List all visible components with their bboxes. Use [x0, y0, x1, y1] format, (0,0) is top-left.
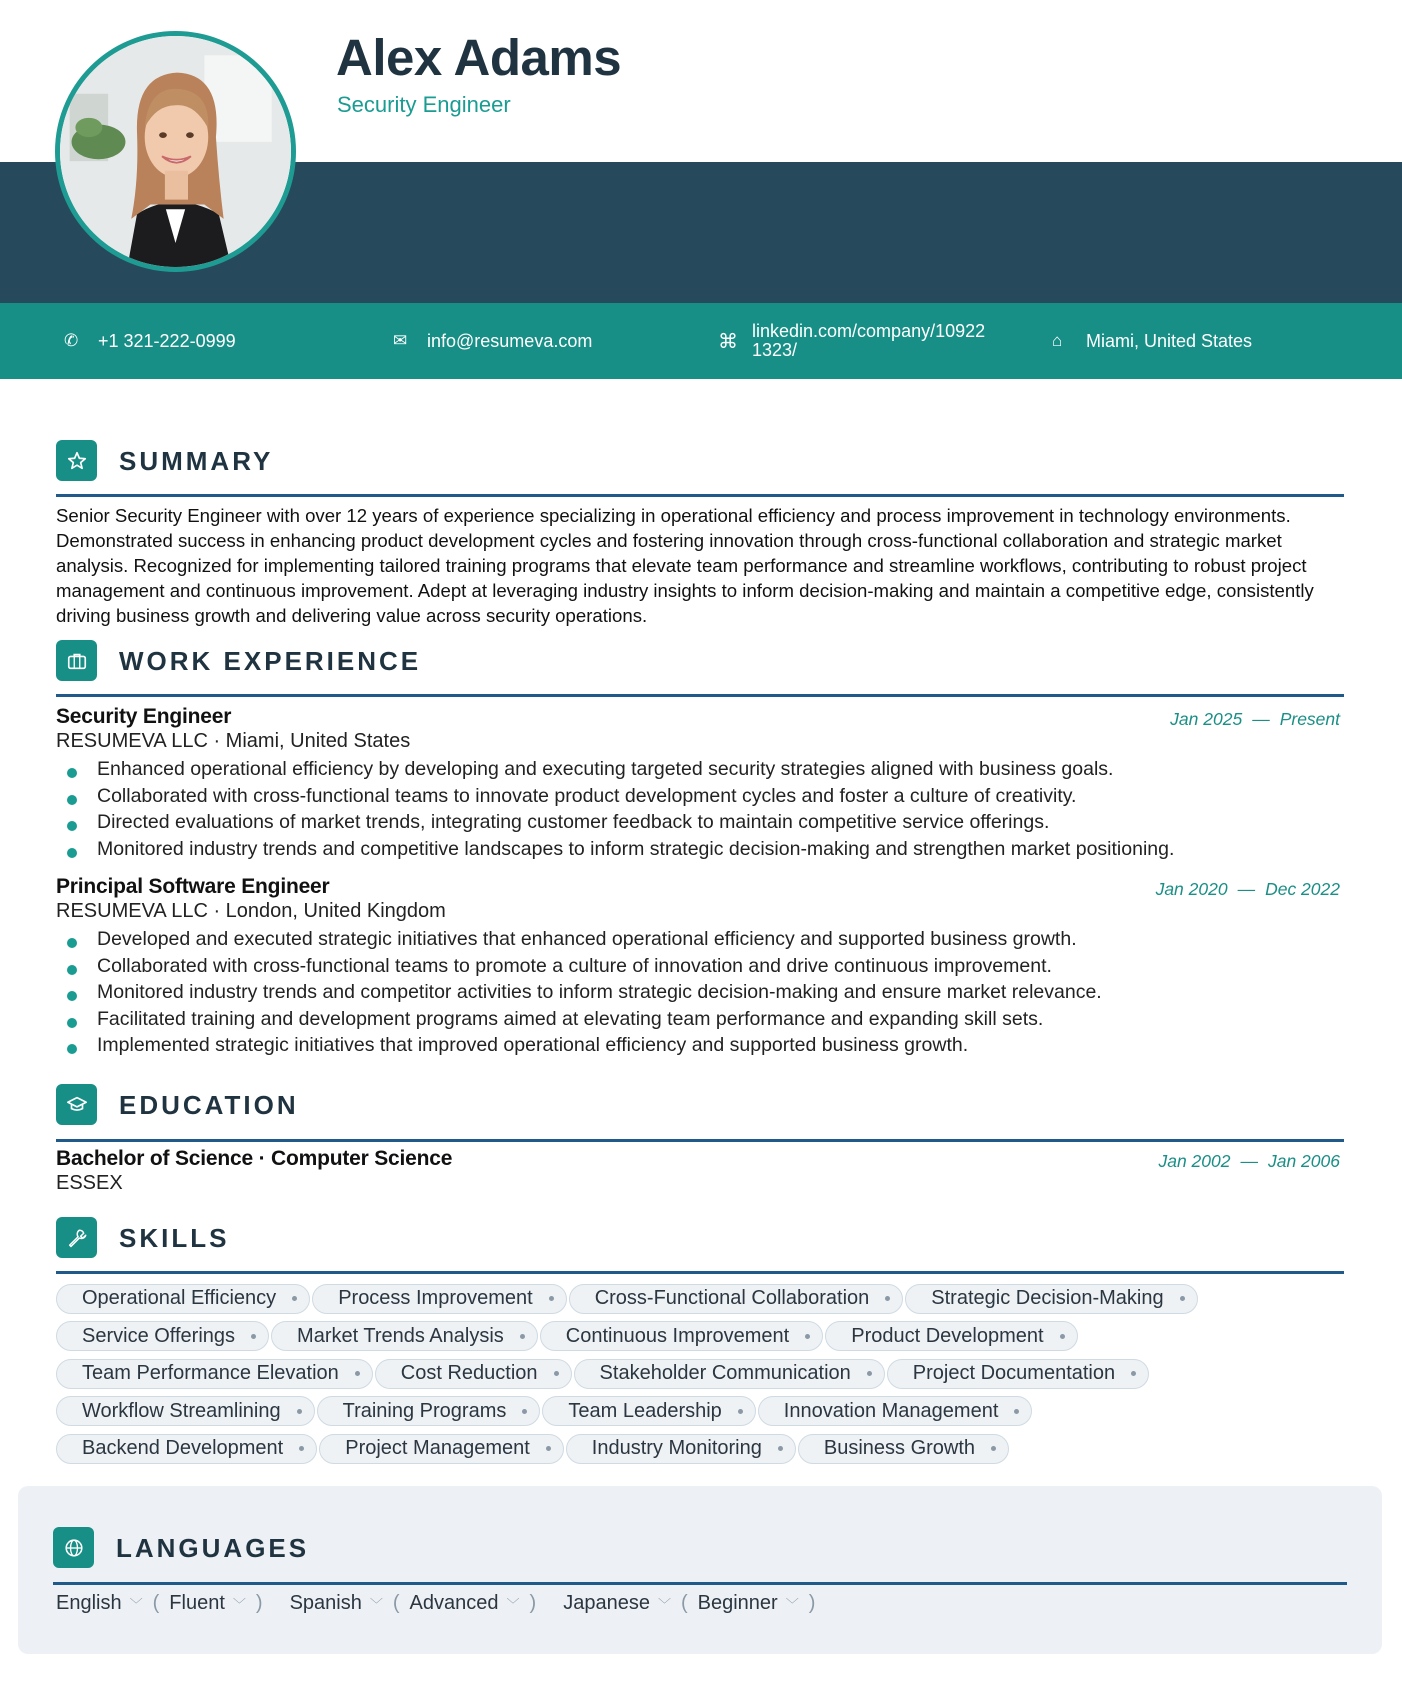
language-name: Spanish: [289, 1592, 362, 1614]
bullet-text: Facilitated training and development programs aimed at elevating team performance and expanding skill sets.: [97, 1007, 1044, 1030]
summary-header: [56, 440, 1344, 497]
bullet-text: Developed and executed strategic initiatives that enhanced operational efficiency and supported business growth.: [97, 928, 1077, 950]
email-text: info@resumeva.com: [427, 330, 593, 351]
skill-label: Project Management: [345, 1437, 530, 1460]
skill-label: Cross-Functional Collaboration: [594, 1287, 870, 1310]
globe-icon: [53, 1527, 94, 1568]
education-dates: Jan 2002 — Jan 2006: [1158, 1151, 1340, 1171]
summary-title: SUMMARY: [119, 446, 274, 476]
language-level: Fluent: [169, 1592, 225, 1614]
skill-label: Training Programs: [342, 1399, 507, 1422]
skill-label: Product Development: [851, 1324, 1044, 1347]
job-organization: RESUMEVA LLC · Miami, United States: [56, 730, 411, 752]
education-title: EDUCATION: [119, 1090, 299, 1120]
skill-chip: [825, 1321, 1077, 1351]
skill-label: Industry Monitoring: [591, 1437, 762, 1460]
skill-chip: [56, 1359, 373, 1389]
education-end-date: Jan 2006: [1267, 1151, 1340, 1171]
profile-photo: [55, 31, 296, 272]
job-bullets: [56, 926, 1344, 1059]
bullet-text: Monitored industry trends and competitor activities to inform strategic decision-making and ensure market relevance.: [97, 981, 1102, 1003]
skill-label: Team Performance Elevation: [82, 1362, 339, 1385]
language-name: Japanese: [563, 1592, 650, 1614]
languages-title: LANGUAGES: [116, 1533, 310, 1563]
candidate-role: Security Engineer: [337, 92, 511, 117]
home-icon: ⌂: [1052, 331, 1063, 350]
candidate-name: Alex Adams: [336, 29, 622, 86]
job-bullet: [56, 1032, 1344, 1059]
job-entry: [56, 705, 1344, 862]
skill-row: [56, 1355, 1346, 1393]
linkedin-line-1: linkedin.com/company/10922: [752, 321, 986, 341]
job-bullet: [56, 836, 1344, 863]
education-entry: [56, 1147, 1344, 1195]
skill-label: Workflow Streamlining: [82, 1399, 281, 1422]
school: ESSEX: [56, 1172, 123, 1194]
bullet-text: Directed evaluations of market trends, integrating customer feedback to maintain competitive service offerings.: [97, 811, 1050, 833]
paren-open: (: [152, 1592, 160, 1614]
location-text: Miami, United States: [1086, 330, 1253, 351]
job-start-date: Jan 2025: [1170, 709, 1243, 729]
chevron-down-icon[interactable]: ﹀: [232, 1597, 246, 1612]
skill-chip: [566, 1434, 796, 1464]
language-name: English: [56, 1592, 122, 1614]
bullet-text: Collaborated with cross-functional teams to innovate product development cycles and foster a culture of creativity.: [97, 784, 1077, 807]
skill-label: Process Improvement: [338, 1287, 533, 1310]
bullet-text: Collaborated with cross-functional teams to promote a culture of innovation and drive continuous improvement.: [97, 954, 1052, 977]
job-end-date: Present: [1279, 709, 1340, 729]
skill-label: Innovation Management: [783, 1399, 999, 1422]
skill-chip: [540, 1321, 823, 1351]
skill-row: [56, 1318, 1346, 1356]
skill-chip: [312, 1284, 567, 1314]
language-level: Advanced: [409, 1592, 499, 1614]
envelope-icon: ✉: [393, 331, 408, 350]
summary-text: Senior Security Engineer with over 12 years of experience specializing in operational efficiency and process improvement in technology environments. Demonstrated success in enhancing product development cycles and fostering innovation through cross-functional collaboration and strategic market analysis. Recognized for implementing tailored training programs that elevate team performance and streamline workflows, contributing to robust project management and continuous improvement. Adept at leveraging industry insights to inform decision-making and maintain a competitive edge, consistently driving business growth and delivering value across security operations.: [56, 505, 1314, 626]
language-level: Beginner: [697, 1592, 778, 1614]
skill-chip: [56, 1434, 317, 1464]
job-dates: Jan 2025 — Present: [1170, 709, 1340, 729]
skill-label: Team Leadership: [568, 1399, 722, 1422]
phone-text: +1 321-222-0999: [98, 330, 236, 351]
job-bullet: [56, 926, 1344, 953]
job-bullet: [56, 953, 1344, 980]
wrench-icon: [56, 1217, 97, 1258]
phone-icon: ✆: [64, 331, 79, 350]
chevron-down-icon[interactable]: ﹀: [506, 1597, 520, 1612]
skill-label: Service Offerings: [82, 1324, 236, 1347]
contact-linkedin[interactable]: [718, 303, 985, 379]
briefcase-icon: [56, 640, 97, 681]
job-bullet: [56, 783, 1344, 810]
skill-chip: [887, 1359, 1149, 1389]
degree: Bachelor of Science · Computer Science: [56, 1147, 453, 1170]
skill-label: Market Trends Analysis: [297, 1324, 504, 1347]
experience-header: [56, 640, 1344, 697]
paren-close: ): [529, 1592, 537, 1614]
profile-photo-illustration: [60, 36, 291, 267]
skill-row: [56, 1280, 1346, 1318]
skill-chip: [271, 1321, 538, 1351]
paren-open: (: [680, 1592, 688, 1614]
skill-label: Continuous Improvement: [565, 1324, 790, 1347]
linkedin-text: [752, 322, 985, 360]
job-start-date: Jan 2020: [1155, 879, 1228, 899]
bullet-text: Enhanced operational efficiency by developing and executing targeted security strategies aligned with business goals.: [97, 758, 1114, 780]
star-icon: [56, 440, 97, 481]
skill-chip: [319, 1434, 564, 1464]
chevron-down-icon[interactable]: ﹀: [657, 1597, 671, 1612]
job-title: Principal Software Engineer: [56, 875, 330, 898]
paren-close: ): [255, 1592, 263, 1614]
job-bullet: [56, 809, 1344, 836]
chevron-down-icon[interactable]: ﹀: [129, 1597, 143, 1612]
skill-chip: [905, 1284, 1197, 1314]
bullet-text: Implemented strategic initiatives that improved operational efficiency and supported business growth.: [97, 1034, 969, 1056]
skill-row: [56, 1393, 1346, 1431]
skill-label: Stakeholder Communication: [599, 1362, 851, 1385]
skill-chip: [798, 1434, 1009, 1464]
paren-open: (: [392, 1592, 400, 1614]
job-dates: Jan 2020 — Dec 2022: [1155, 879, 1340, 899]
job-organization: RESUMEVA LLC · London, United Kingdom: [56, 900, 446, 922]
skill-chip: [569, 1284, 904, 1314]
skills-header: [56, 1217, 1344, 1274]
experience-title: WORK EXPERIENCE: [119, 646, 422, 676]
skill-label: Cost Reduction: [400, 1362, 538, 1385]
contact-phone[interactable]: [64, 303, 236, 379]
education-start-date: Jan 2002: [1158, 1151, 1231, 1171]
skills-title: SKILLS: [119, 1223, 230, 1253]
contact-location: [1052, 303, 1252, 379]
skill-label: Backend Development: [82, 1437, 284, 1460]
skill-label: Operational Efficiency: [82, 1287, 277, 1310]
skill-chip: [758, 1396, 1033, 1426]
job-title: Security Engineer: [56, 705, 232, 728]
skill-label: Project Documentation: [912, 1362, 1116, 1385]
paren-close: ): [808, 1592, 816, 1614]
job-end-date: Dec 2022: [1265, 879, 1340, 899]
chevron-down-icon[interactable]: ﹀: [369, 1597, 383, 1612]
job-bullet: [56, 1006, 1344, 1033]
skill-row: [56, 1430, 1346, 1468]
skill-chip: [574, 1359, 885, 1389]
job-bullets: [56, 756, 1344, 862]
contact-email[interactable]: [393, 303, 592, 379]
skill-chip: [56, 1321, 269, 1351]
graduation-cap-icon: [56, 1084, 97, 1125]
job-bullet: [56, 979, 1344, 1006]
job-bullet: [56, 756, 1344, 783]
languages-list: [56, 1592, 825, 1615]
skill-label: Strategic Decision-Making: [931, 1287, 1164, 1310]
job-entry: [56, 875, 1344, 1059]
languages-header: [53, 1527, 1347, 1585]
skill-chip: [542, 1396, 755, 1426]
skill-chip: [56, 1396, 315, 1426]
skill-chip: [375, 1359, 572, 1389]
chevron-down-icon[interactable]: ﹀: [785, 1597, 799, 1612]
skill-chip: [56, 1284, 310, 1314]
education-header: [56, 1084, 1344, 1142]
skill-chip: [317, 1396, 541, 1426]
skill-label: Business Growth: [823, 1437, 976, 1460]
command-icon: ⌘: [718, 330, 738, 353]
skills-list: [56, 1280, 1346, 1468]
linkedin-line-2: 1323/: [752, 340, 798, 360]
bullet-text: Monitored industry trends and competitive landscapes to inform strategic decision-making and strengthen market positioning.: [97, 837, 1175, 860]
